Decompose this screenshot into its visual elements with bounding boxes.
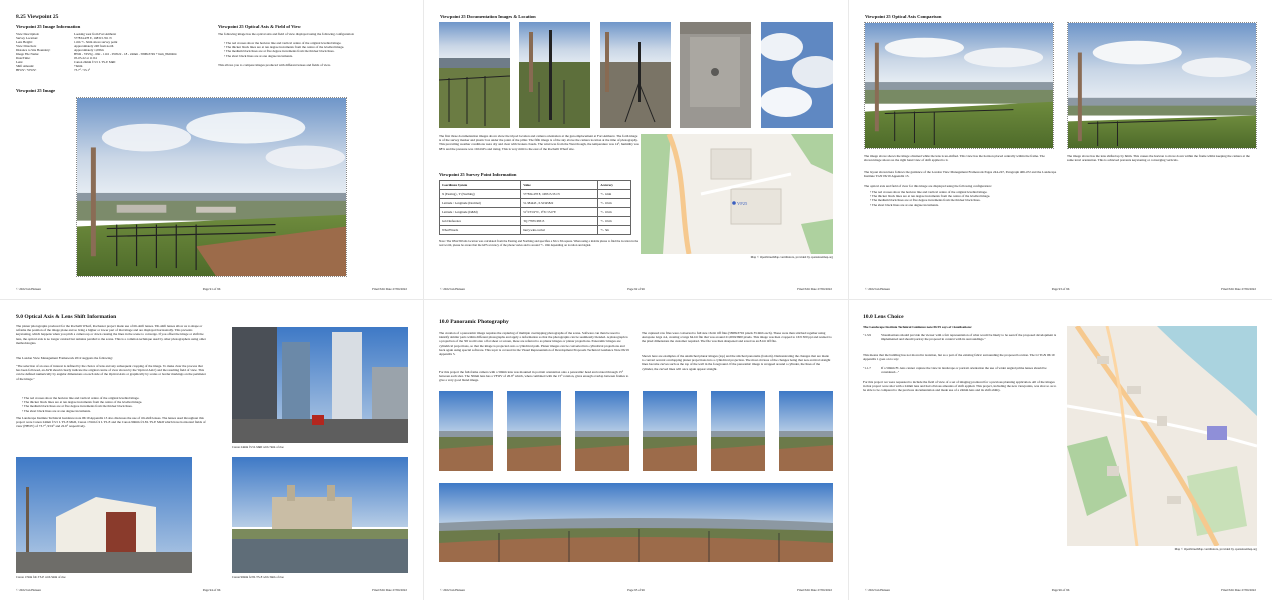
doc-photo-2 — [519, 22, 590, 128]
caption-bottom-left: Canon 17mm f4L TS-E with 5mm of rise — [16, 575, 66, 579]
table-cell: +/- 10cm — [598, 217, 631, 226]
image-heading: Viewpoint 25 Image — [16, 88, 56, 93]
field-label: Lens Height: — [16, 40, 33, 44]
footer-page: Page 93 of 96 — [1051, 287, 1070, 291]
page-95 — [424, 300, 848, 600]
doc-photo-1 — [439, 22, 510, 128]
quote-1-number: "1.3.9 — [863, 333, 871, 337]
bullet-item: • The short black lines are at one degree increments. — [224, 54, 408, 58]
table-cell: 51.384443 , 0.52345822 — [521, 199, 598, 208]
caption-right: Canon 24mm f3.5L MkII with 7mm of rise — [232, 445, 284, 449]
page-93 — [849, 0, 1272, 299]
bullet-item: • The red crosses show the horizon line and vertical centre of the original levelled image. — [22, 396, 208, 400]
street-houses-photo — [16, 457, 192, 573]
survey-marker-photo — [680, 22, 751, 128]
unshifted-caption: The image above shows the image obtained while the lens is un-shifted. This view has the horizon placed centrally within the frame. The shown image shows us the right hand view of shift applied to it. — [864, 154, 1045, 163]
map-marker-label: VP25 — [737, 201, 748, 206]
unshifted-photo — [864, 22, 1054, 149]
footer-copyright: © 2022 Ian Hansen — [16, 588, 41, 592]
lens-paragraph-1: This means that the building has not moved in isolation, but as a part of the existing fabric surrounding the proposed location. The LI TGN 06/19 Appendix 1 goes on to say: — [863, 353, 1055, 362]
doc-photo-3 — [600, 22, 671, 128]
field-value: Canon 24mm f/3.5 L TS-E MkII — [74, 60, 116, 64]
map-credit: Map © OpenStreetMap contributors, provided by openstreetmap.org — [1174, 547, 1257, 551]
lens-paragraph-2: For this project we were requested to include the field of view of a set of imaging produced for a previous planning application. All of the images in that project were shot with a 24mm lens and had obvious amounts of shift applied. This project, including the new viewpoints, was shot so as to be able to be compared to the previous documentation and made use of a 24mm lens and its shift ability. — [863, 380, 1057, 393]
field-value: 1.6m +/- 3mm above survey point — [74, 40, 118, 44]
caption-bottom-right: Canon 90mm f2.8L TS-E with 3mm of rise — [232, 575, 284, 579]
panorama-frame — [643, 391, 697, 471]
table-header-cell: Coordinate System — [440, 181, 521, 190]
table-cell: Grid Reference — [440, 217, 521, 226]
field-value: 73.7° / 53.1° — [74, 68, 91, 72]
table-cell: 577834.478 E, 168315.351 N — [521, 190, 598, 199]
footer-page: Page 92 of 96 — [627, 287, 645, 291]
bullet-item: • The medium black lines are at five degree increments from the thicker black lines. — [224, 49, 408, 53]
footer-date: Final Edit Date 27/06/2022 — [372, 588, 407, 592]
bullet-item: • The medium black lines are at five degree increments from the thicker black lines. — [22, 404, 208, 408]
table-cell: What3Words — [440, 226, 521, 235]
page-92 — [424, 0, 848, 299]
field-label: Shift Amount: — [16, 64, 35, 68]
footer-page: Page 96 of 96 — [1051, 588, 1070, 592]
section-title: 10.0 Lens Choice — [863, 314, 904, 320]
section-title: 10.0 Panoramic Photography — [439, 319, 509, 325]
lens-shift-paragraph: The planar photographs produced for the Rochelli Wharf, Rochester project made use of tilt-shift lenses. Tilt-shift lenses allow us to shape or reframe the position of the image plane and so bring a higher or lower part of that image and are displayed horizontally. This prevents keystoning, which happens when you pitch a camera up or down causing the lines in the scene to converge. If you offset the image or shift the lens, the optical axis is no longer centred but remains parallel to the scene. This is a common technique used by other photographers using other methodologies. — [16, 324, 206, 345]
viewpoint-photo — [76, 97, 347, 277]
survey-table — [439, 180, 631, 235]
field-label: Image File Name: — [16, 52, 40, 56]
bullet-item: • The short black lines are at one degree increments. — [870, 203, 1060, 207]
table-cell: Latitude / Longitude (Decimal) — [440, 199, 521, 208]
panorama-frame — [439, 391, 493, 471]
fov-heading: Viewpoint 25 Optical Axis & Field of View — [218, 24, 301, 29]
footer-date: Final Edit Date 27/06/2022 — [797, 287, 832, 291]
lens-lead: The Landscape Institute Technical Guidance note 06/19 says of visualisations: — [863, 325, 973, 329]
table-cell: hurry.wins.verbal — [521, 226, 598, 235]
table-cell: +/- 10cm — [598, 199, 631, 208]
quote-1: Visualisations should provide the viewer with a fair representation of what would be likely to be seen if the proposed development is implemented and should portray the proposal in context with its surroundings." — [881, 333, 1057, 342]
info-heading: Viewpoint 25 Image Information — [16, 24, 81, 29]
table-row — [440, 199, 631, 208]
table-cell: +/- 10cm — [598, 208, 631, 217]
bullet-item: • The short black lines are at one degree increments. — [22, 409, 208, 413]
axis-bullets — [22, 396, 208, 413]
footer-copyright: © 2022 Ian Hansen — [440, 287, 465, 291]
footer-date: Final Edit Date 27/06/2022 — [1221, 588, 1256, 592]
lvmf-quote: "The selection of an area of interest is defined by the choice of lens and any subsequent cropping of the image. To make clear the process that has been followed, an AVR should clearly indicate the original centre of view shown by the 'Optical Axis') and the resulting field of view. This can be defined numerically by angular dimensions on each side of the Optical Axis or graphically by scales or border markings on the perimeter of the image." — [16, 364, 206, 381]
panorama-paragraph-1: The creation of a panoramic image requires the capturing of multiple overlapping photographs of the scene. Software can then be used to identify similar parts within different photographs and apply a deformation so that the photographs can be seamlessly blended. A photograph is a projection of the 3D world onto a flat sheet or screen, these are referred to as planar images or planar projections. Panoramic images are cylindrical projections, so that the image is projected onto a cylindrical path. Planar images can be converted into cylindrical projections and back again using special software. This topic is covered in the Visual Representation of Development Proposals Technical Guidance Note 06/19 Appendix 5. — [439, 331, 629, 357]
lvmf-intro: The London View Management Framework 2012 suggests the following: — [16, 356, 113, 360]
bullet-item: • The thicker black lines are at ten degree increments from the centre of the levelled image. — [22, 400, 208, 404]
town-map[interactable] — [1067, 326, 1257, 546]
documentation-paragraph: The first three documentation images above show the tripod location and camera orientation at the gun emplacement at Fort Amherst. The forth image is of the survey marker and plastic box under the point of the pillar. The fifth image is of the sky above the camera location at the time of photography. This prevailing weather conditions were dry and clear with broken clouds. The wind was from the West though, the temperature was 14°, humidity was 68% and the pressure was 1024 hPa and rising. This is very mild to the east of the Rochelli Wharf site. — [439, 134, 639, 151]
section-title: 8.25 Viewpoint 25 — [16, 14, 59, 20]
field-label: Date/Time: — [16, 56, 31, 60]
footer-date: Final Edit Date 27/06/2022 — [372, 287, 407, 291]
doc-heading: Viewpoint 25 Documentation Images & Location — [440, 14, 536, 19]
bullet-item: • The red crosses show the horizon line and vertical centre of the original levelled image. — [870, 190, 1060, 194]
field-label: View Description: — [16, 32, 40, 36]
field-label: HFOV / VFOV: — [16, 68, 37, 72]
panorama-paragraph-2: For this project the full-frame camera with a 50mm lens was mounted in portrait orientation onto a panoramic head and rotated through 15° between each shot. The 50mm lens has a VFOV of 26.9° which, when combined with the 15° rotation, gives enough overlap between frames to give a very good blend image. — [439, 370, 629, 383]
table-cell: +/- 1mm — [598, 190, 631, 199]
footer-date: Final Edit Date 27/06/2022 — [1221, 287, 1256, 291]
stitched-panorama — [439, 483, 833, 562]
bullet-item: • The thicker black lines are at ten degree increments from the centre of the levelled image. — [224, 45, 408, 49]
table-cell: Latitude / Longitude (D&M) — [440, 208, 521, 217]
what3words-note: Note: The What3Words location was calculated from the Easting and Northing and specifies a 3m x 3m square. When using a mobile phone to find the location in the real world, please be aware that the GPS accuracy of the phone varies and is around +/- 10m depending on location and signal. — [439, 239, 639, 247]
footer-copyright: © 2022 Ian Hansen — [440, 588, 465, 592]
panorama-frame — [575, 391, 629, 471]
info-field-row — [16, 68, 211, 72]
fov-outro: This allows you to compare images produced with different lenses and fields of view. — [218, 63, 331, 67]
footer-copyright: © 2022 Ian Hansen — [16, 287, 41, 291]
field-label: Lens: — [16, 60, 24, 64]
image-info-fields — [16, 32, 211, 72]
footer-page: Page 91 of 96 — [202, 287, 221, 291]
footer-copyright: © 2022 Ian Hansen — [865, 287, 890, 291]
table-row — [440, 226, 631, 235]
comparison-heading: Viewpoint 25 Optical Axis Comparison — [865, 14, 942, 19]
survey-table-heading: Viewpoint 25 Survey Point Information — [439, 172, 517, 177]
field-label: Survey Location: — [16, 36, 39, 40]
map-credit: Map © OpenStreetMap contributors, provided by openstreetmap.org — [750, 255, 833, 259]
table-cell: TQ 77835 68315 — [521, 217, 598, 226]
field-value: 05-05-22 at 11:04 — [74, 56, 97, 60]
table-cell: 51°23'3.9"N , 0°31'15.0"E — [521, 208, 598, 217]
bullet-item: • The thicker black lines are at ten degree increments from the centre of the levelled image. — [870, 194, 1060, 198]
shifted-photo — [1067, 22, 1257, 149]
page-91 — [0, 0, 423, 299]
page-96 — [849, 300, 1272, 600]
table-row — [440, 217, 631, 226]
panorama-frame — [711, 391, 765, 471]
city-street-photo — [232, 327, 408, 443]
panorama-paragraph-3: The captured raw files were converted to full size 16-bit tiff files (5808x3702 pixels 35.9mb each). These were then stitched together using Autopano Giga 4.4, creating a large 64-bit file that was around 21,000x3600 pixels. This image was then cropped to 16:9 300 ppi and resized to the pixel dimensions the customer required. The file was then sharpened and saved as an 8-bit tiff file. — [642, 331, 832, 344]
quote-2: If a 50mm FL lens cannot capture the view in landscape or portrait orientation the use of wider angled prime lenses should be considered..." — [881, 366, 1047, 375]
field-value: Approximately 248 from north — [74, 44, 114, 48]
tgn-paragraph: The Landscape Institute Technical Guidance note 06/19 Appendix 13 also discusses the use of tilt-shift lenses. The lenses used throughout this project were Canon 24mm f/3.5 L TS-E MkII, Canon 17mm f/4 L TS-E and the Canon 90mm f/2.8L TS-E MkII which have horizontal fields of view (HFOV) of 73.7°, 93.9° and 22.6° respectively. — [16, 416, 206, 429]
sky-photo — [761, 22, 833, 128]
config-intro: The optical axis and field of view for this image are displayed using the following configuration: — [864, 184, 992, 188]
config-bullets — [870, 190, 1060, 207]
quote-2-number: "1.1.7 — [863, 366, 871, 370]
location-map[interactable] — [641, 134, 833, 254]
bullet-item: • The medium black lines are at five degree increments from the thicker black lines. — [870, 198, 1060, 202]
field-value: BWR - VP25g - 6bit - 1116 - 050522 - 18 - 24mm - 5808x3749 + hsm_8620464 — [74, 52, 177, 56]
table-row — [440, 190, 631, 199]
footer-page: Page 94 of 96 — [202, 588, 221, 592]
field-value: Approximately 1,095m — [74, 48, 104, 52]
river-castle-photo — [232, 457, 408, 573]
field-label: View Direction: — [16, 44, 37, 48]
panorama-paragraph-4: Shown here are examples of the unstitched planar images (top) and the stitched panorama (bottom). Demonstrating the changes that are made to convert several overlapping planar projections into a cylindrical projection. The most obvious of the changes being that non-vertical straight lines become curves such as the top of the wall in the foreground. If the panoramic image is wrapped around a cylinder, the lines of the cylinder, the curved lines will once again appear straight. — [642, 354, 831, 371]
section-title: 9.0 Optical Axis & Lens Shift Information — [16, 314, 117, 320]
field-label: Distance to Site Boundary: — [16, 48, 51, 52]
table-header-cell: Accuracy — [598, 181, 631, 190]
footer-copyright: © 2022 Ian Hansen — [865, 588, 890, 592]
fov-bullets — [224, 41, 408, 58]
field-value: Looking west from Fort Amherst — [74, 32, 117, 36]
bullet-item: • The red crosses show the horizon line and vertical centre of the original levelled image. — [224, 41, 408, 45]
field-value: 577834.478 E, 168315.351 N — [74, 36, 112, 40]
table-row — [440, 208, 631, 217]
fov-intro: The following image has the optical axis and field of view displayed using the following configuration: — [218, 32, 355, 36]
table-cell: X (Easting) , Y (Northing) — [440, 190, 521, 199]
footer-date: Final Edit Date 27/06/2022 — [797, 588, 832, 592]
table-header-cell: Value — [521, 181, 598, 190]
page-94 — [0, 300, 423, 600]
layout-paragraph: The layout shown here follows the guidance of the London View Management Framework Pages 244-247, Paragraph 466-472 and the Landscape Institute TGN 06/19 Appendix 13. — [864, 170, 1057, 179]
panorama-frame — [507, 391, 561, 471]
field-value: +6mm — [74, 64, 83, 68]
table-cell: +/- 3m — [598, 226, 631, 235]
footer-page: Page 95 of 96 — [627, 588, 645, 592]
shifted-caption: The image above has the lens shifted up by 6mm. This causes the horizon to move down within the frame whilst keeping the camera at the same level orientation. This is achieved prevents keystoning or converging verticals. — [1067, 154, 1250, 163]
panorama-frame — [779, 391, 833, 471]
